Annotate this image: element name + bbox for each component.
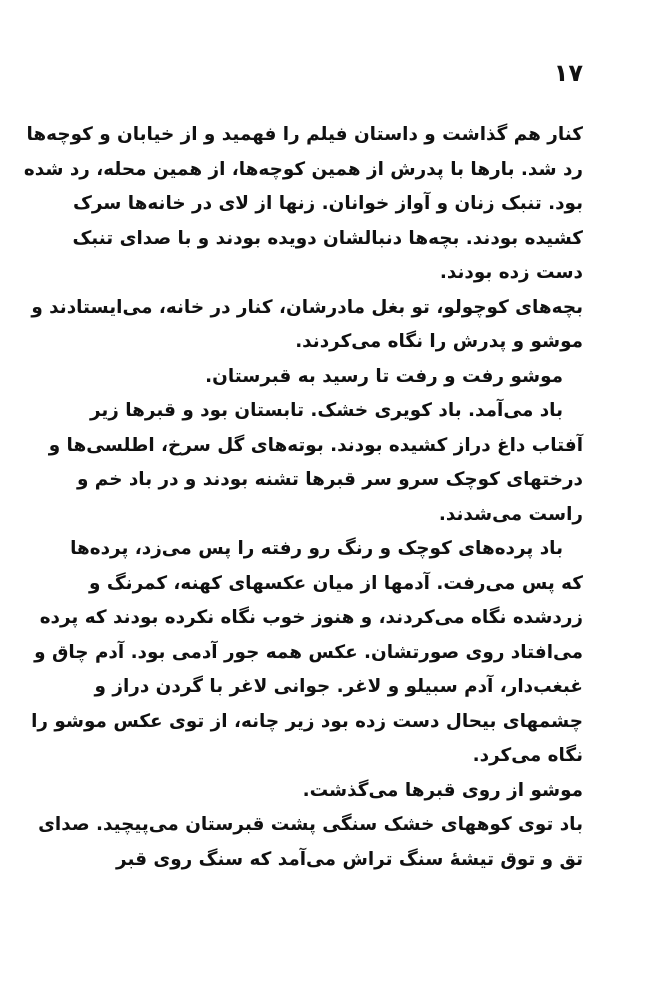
text-line: چشمهای بیحال دست زده بود زیر چانه، از توی عکس موشو را <box>31 710 583 732</box>
text-line: راست می‌شدند. <box>438 503 583 525</box>
text-line: زردشده نگاه می‌کردند، و هنوز خوب نگاه نکرده بودند که پرده <box>39 607 583 628</box>
text-line: باد توی کوههای خشک سنگی پشت قبرستان می‌پیچید. صدای <box>38 814 583 835</box>
text-line: رد شد. بارها با پدرش از همین کوچه‌ها، از همین محله، رد شده <box>23 158 583 180</box>
text-line: موشو و پدرش را نگاه می‌کردند. <box>295 331 583 352</box>
text-line: بود. تنبک زنان و آواز خوانان. زنها از لای در خانه‌ها سرک <box>72 193 583 214</box>
text-line: بچه‌های کوچولو، تو بغل مادرشان، کنار در خانه، می‌ایستادند و <box>31 296 583 318</box>
text-line: آفتاب داغ دراز کشیده بودند. بوته‌های گل سرخ، اطلسی‌ها و <box>48 434 583 456</box>
text-line: موشو رفت و رفت تا رسید به قبرستان. <box>205 365 563 387</box>
text-line: می‌افتاد روی صورتشان. عکس همه جور آدمی بود. آدم چاق و <box>34 641 583 663</box>
text-line: غبغب‌دار، آدم سبیلو و لاغر. جوانی لاغر با گردن دراز و <box>94 676 583 697</box>
text-line: که پس می‌رفت. آدمها از میان عکسهای کهنه، کمرنگ و <box>89 572 583 594</box>
text-line: درختهای کوچک سرو سر قبرها تشنه بودند و در باد خم و <box>76 469 583 490</box>
body-text <box>23 118 583 877</box>
text-line: موشو از روی قبرها می‌گذشت. <box>302 779 583 801</box>
text-line: تق و توق تیشهٔ سنگ تراش می‌آمد که سنگ روی قبر <box>116 848 583 870</box>
text-line: باد پرده‌های کوچک و رنگ رو رفته را پس می‌زد، پرده‌ها <box>70 538 563 559</box>
text-line: نگاه می‌کرد. <box>472 745 583 766</box>
text-line: کنار هم گذاشت و داستان فیلم را فهمید و از خیابان و کوچه‌ها <box>26 124 583 145</box>
text-line: باد می‌آمد. باد کویری خشک. تابستان بود و قبرها زیر <box>89 400 563 421</box>
text-line: کشیده بودند. بچه‌ها دنبالشان دویده بودند و با صدای تنبک <box>72 227 583 249</box>
page-number: ۱۷ <box>553 59 583 87</box>
text-line: دست زده بودند. <box>439 262 583 283</box>
